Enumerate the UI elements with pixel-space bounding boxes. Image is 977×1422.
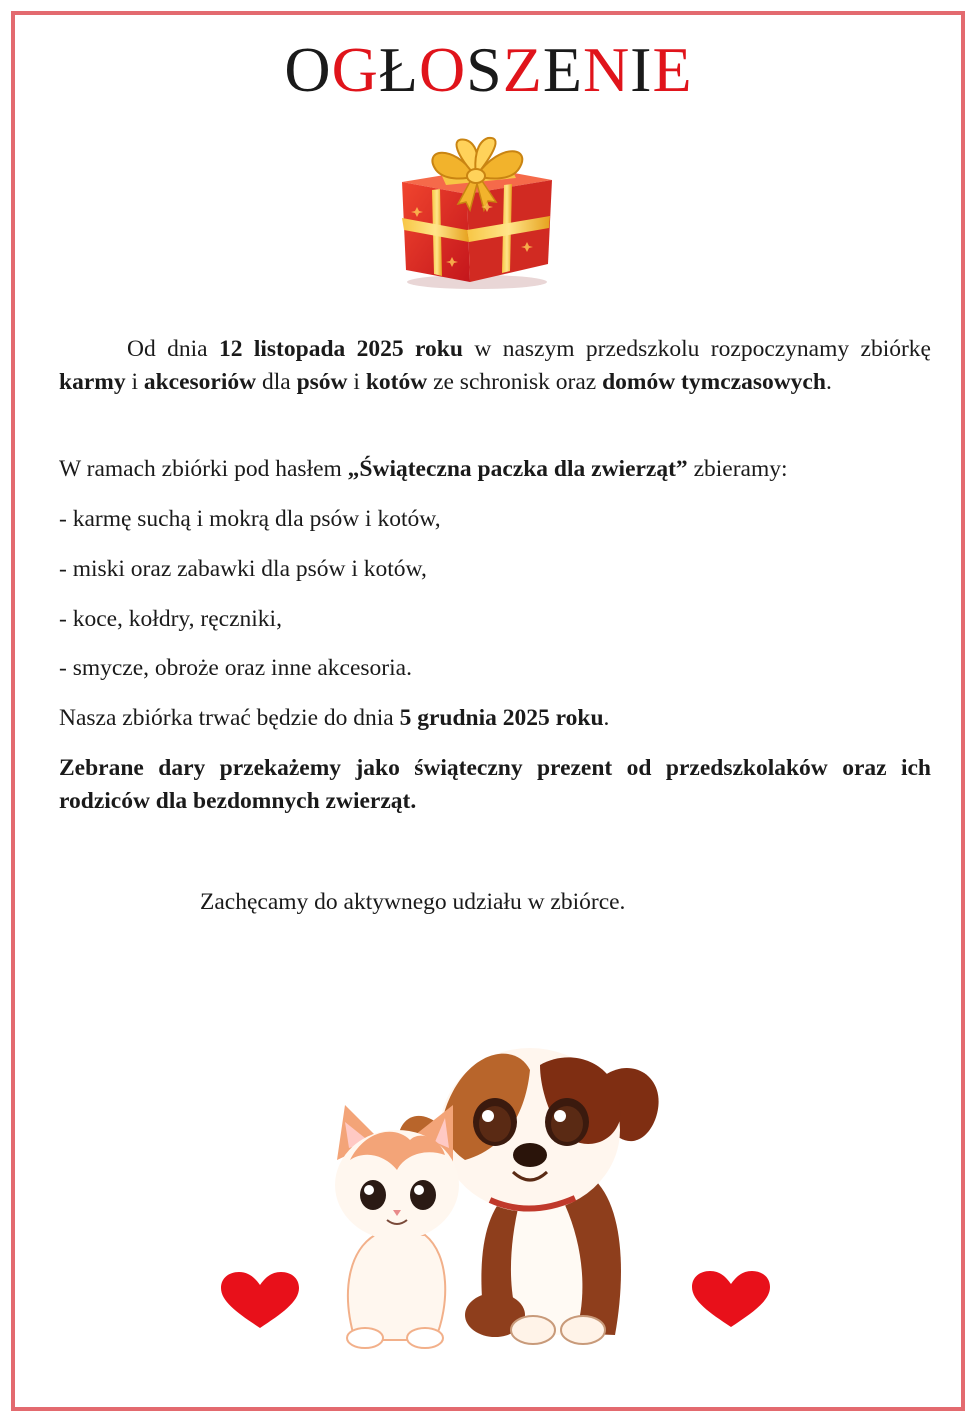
heart-icon bbox=[219, 1272, 301, 1330]
title-letter: Ł bbox=[378, 34, 419, 105]
list-item: - koce, kołdry, ręczniki, bbox=[59, 606, 282, 632]
slogan-paragraph bbox=[59, 453, 931, 486]
title-letter: E bbox=[542, 34, 583, 105]
title-letter: Z bbox=[502, 34, 543, 105]
deadline-paragraph bbox=[59, 702, 931, 735]
page-title bbox=[0, 34, 977, 105]
text-run: Od dnia bbox=[127, 336, 219, 362]
text-run: . bbox=[603, 705, 610, 731]
text-run: i bbox=[347, 369, 366, 395]
text-run: Nasza zbiórka trwać będzie do dnia bbox=[59, 705, 400, 731]
title-letter: S bbox=[466, 34, 503, 105]
text-run: ze schronisk oraz bbox=[427, 369, 603, 395]
list-item: - karmę suchą i mokrą dla psów i kotów, bbox=[59, 506, 441, 532]
bold-term: psów bbox=[296, 369, 348, 395]
end-date: 5 grudnia 2025 roku bbox=[399, 705, 604, 731]
bold-term: akcesoriów bbox=[143, 369, 257, 395]
kitten bbox=[335, 1105, 459, 1348]
list-item: - miski oraz zabawki dla psów i kotów, bbox=[59, 556, 427, 582]
bold-term: domów tymczasowych bbox=[602, 369, 826, 395]
puppy-and-kitten-illustration bbox=[325, 1030, 670, 1350]
text-run: i bbox=[125, 369, 144, 395]
text-run: W ramach zbiórki pod hasłem bbox=[59, 456, 348, 482]
text-run: . bbox=[825, 369, 832, 395]
title-letter: N bbox=[582, 34, 631, 105]
closing-paragraph: Zebrane dary przekażemy jako świąteczny prezent od przedszkolaków oraz ich rodziców dla bezdomnych zwierząt. bbox=[59, 755, 931, 814]
gift-icon bbox=[392, 132, 562, 292]
list-item: - smycze, obroże oraz inne akcesoria. bbox=[59, 655, 412, 681]
title-letter: I bbox=[630, 34, 653, 105]
heart-icon bbox=[690, 1271, 772, 1329]
text-run: zbieramy: bbox=[687, 456, 788, 482]
text-run: w naszym przedszkolu rozpoczynamy zbiórkę bbox=[462, 336, 931, 362]
title-letter: O bbox=[284, 34, 332, 105]
start-date: 12 listopada 2025 roku bbox=[218, 336, 463, 362]
title-letter: O bbox=[418, 34, 467, 105]
invitation-line: Zachęcamy do aktywnego udziału w zbiórce. bbox=[200, 889, 626, 915]
title-letter: E bbox=[652, 34, 693, 105]
bold-term: kotów bbox=[365, 369, 428, 395]
campaign-slogan: „Świąteczna paczka dla zwierząt” bbox=[347, 456, 688, 482]
intro-paragraph bbox=[59, 333, 931, 399]
bold-term: karmy bbox=[59, 369, 126, 395]
title-letter: G bbox=[331, 34, 379, 105]
text-run: dla bbox=[256, 369, 297, 395]
